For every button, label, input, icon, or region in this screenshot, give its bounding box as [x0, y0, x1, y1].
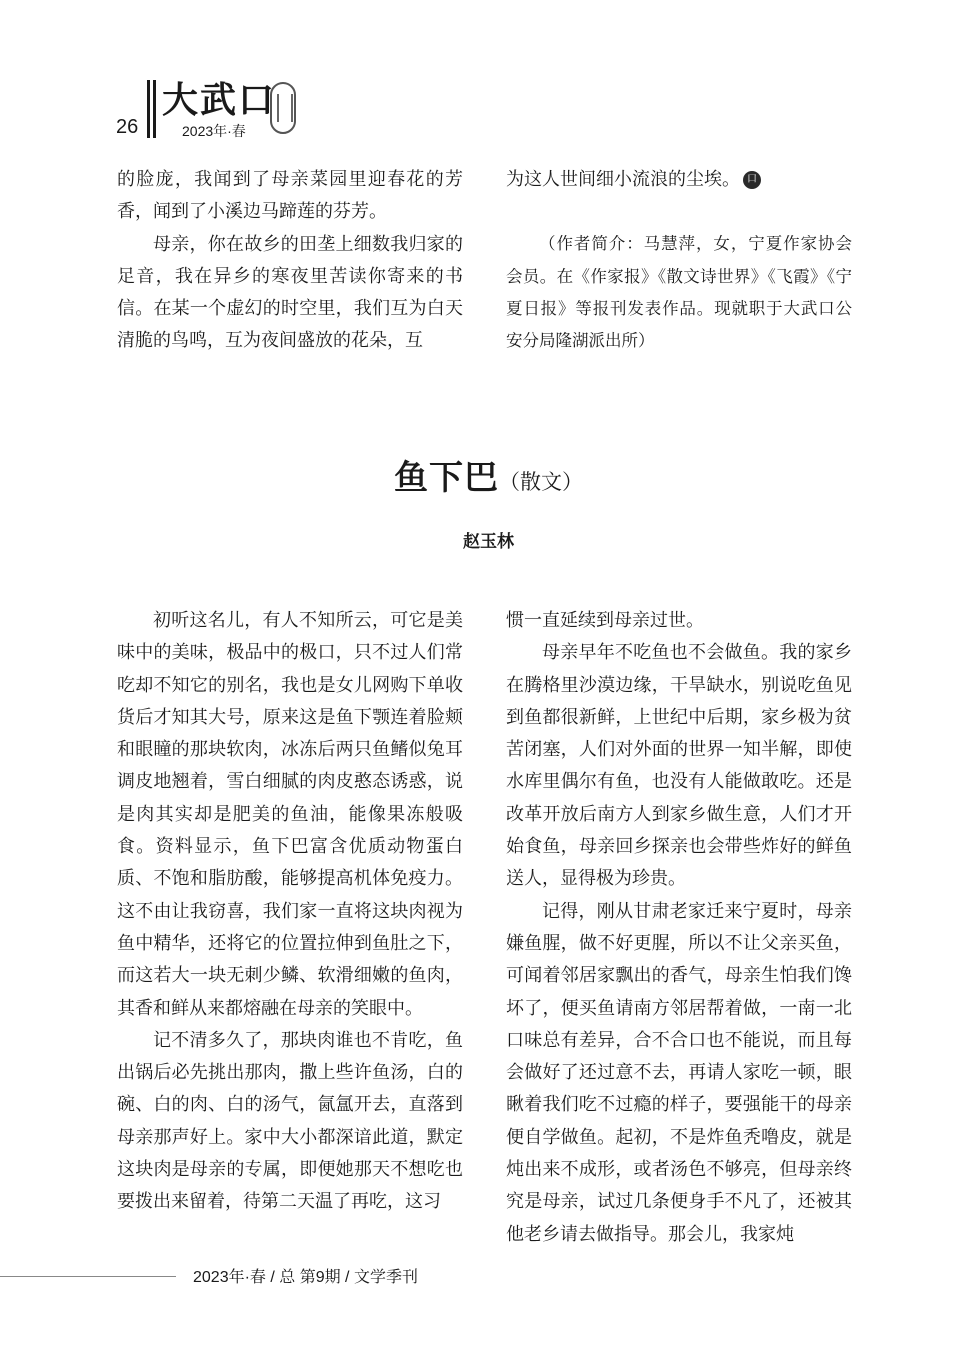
- header-divider: [153, 80, 156, 138]
- page-number: 26: [116, 116, 139, 138]
- paragraph: 惯一直延续到母亲过世。: [506, 610, 704, 631]
- paragraph: 母亲，你在故乡的田垄上细数我归家的足音，我在异乡的寒夜里苦读你寄来的书信。在某一个虚幻的时空里，我们互为白天清脆的鸟鸣，互为夜间盛放的花朵，互: [117, 233, 463, 352]
- paragraph: 初听这名儿，有人不知所云，可它是美味中的美味，极品中的极口，只不过人们常吃却不知它的别名，我也是女儿网购下单收货后才知其大号，原来这是鱼下颚连着脸颊和眼瞳的那块软肉，冰冻后两只鱼鳍似兔耳调皮地翘着，雪白细腻的肉皮憨态诱惑，说是肉其实却是肥美的鱼油，能像果冻般吸食。资料显示，鱼下巴富含优质动物蛋白质、不饱和脂肪酸，能够提高机体免疫力。这不由让我窃喜，我们家一直将这块肉视为鱼中精华，还将它的位置拉伸到鱼肚之下，而这若大一块无刺少鳞、软滑细嫩的鱼肉，其香和鲜从来都熔融在母亲的笑眼中。: [117, 610, 463, 1019]
- seal-icon: [270, 82, 296, 134]
- article-author: 赵玉林: [463, 532, 514, 551]
- article-title: [0, 450, 977, 499]
- article-right-column: [506, 605, 852, 1251]
- author-bio: （作者简介：马慧萍，女，宁夏作家协会会员。在《作家报》《散文诗世界》《飞霞》《宁夏日报》等报刊发表作品。现就职于大武口公安分局隆湖派出所）: [506, 234, 852, 351]
- paragraph-closing: [506, 164, 852, 196]
- magazine-title: 大武口: [162, 79, 277, 121]
- prev-article-left-column: [117, 164, 463, 358]
- paragraph: 母亲早年不吃鱼也不会做鱼。我的家乡在腾格里沙漠边缘，干旱缺水，别说吃鱼见到鱼都很新鲜，上世纪中后期，家乡极为贫苦闭塞，人们对外面的世界一知半解，即使水库里偶尔有鱼，也没有人能做敢吃。还是改革开放后南方人到家乡做生意，人们才开始食鱼，母亲回乡探亲也会带些炸好的鲜鱼送人，显得极为珍贵。: [506, 642, 852, 890]
- end-mark-icon: 口: [743, 171, 761, 189]
- magazine-issue: 2023年·春: [182, 123, 246, 139]
- closing-text: 为这人世间细小流浪的尘埃。: [506, 169, 740, 190]
- article-left-column: [117, 605, 463, 1219]
- article-title-main: 鱼下巴: [394, 458, 499, 498]
- header-divider: [147, 80, 150, 138]
- paragraph: 记不清多久了，那块肉谁也不肯吃，鱼出锅后必先挑出那肉，撒上些许鱼汤，白的碗、白的肉、白的汤气，氤氲开去，直落到母亲那声好上。家中大小都深谙此道，默定这块肉是母亲的专属，即便她那天不想吃也要拨出来留着，待第二天温了再吃，这习: [117, 1029, 463, 1213]
- paragraph: 的脸庞，我闻到了母亲菜园里迎春花的芳香，闻到了小溪边马蹄莲的芬芳。: [117, 169, 463, 223]
- paragraph: 记得，刚从甘肃老家迁来宁夏时，母亲嫌鱼腥，做不好更腥，所以不让父亲买鱼，可闻着邻居家飘出的香气，母亲生怕我们馋坏了，便买鱼请南方邻居帮着做，一南一北口味总有差异，合不合口也不能说，而且每会做好了还过意不去，再请人家吃一顿，眼瞅着我们吃不过瘾的样子，要强能干的母亲便自学做鱼。起初，不是炸鱼秃噜皮，就是炖出来不成形，或者汤色不够亮，但母亲终究是母亲，试过几条便身手不凡了，还被其他老乡请去做指导。那会儿，我家炖: [506, 900, 852, 1245]
- footer-text: 2023年·春 / 总 第9期 / 文学季刊: [193, 1269, 418, 1286]
- article-genre: （散文）: [499, 470, 583, 494]
- prev-article-right-column: [506, 164, 852, 357]
- footer-rule: [0, 1276, 176, 1277]
